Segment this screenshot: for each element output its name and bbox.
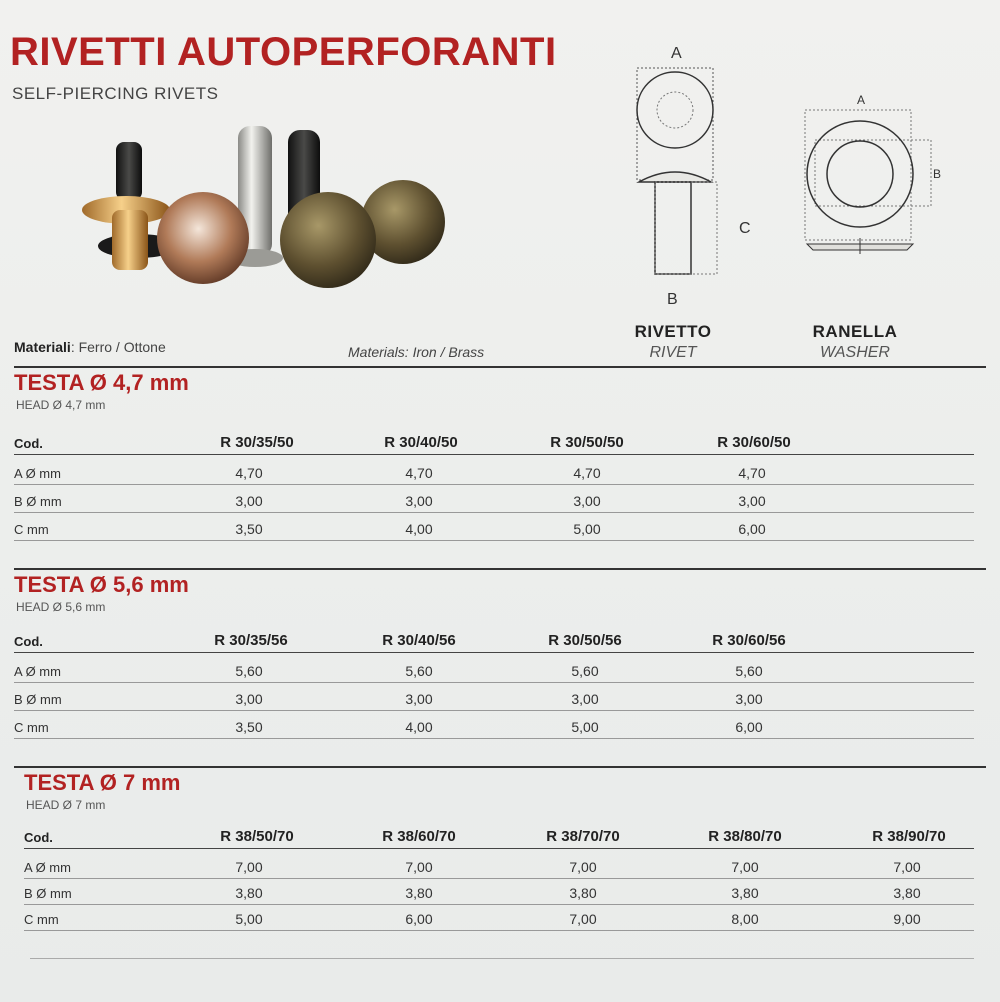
table-row	[24, 902, 974, 931]
value-cell: 7,00	[569, 859, 597, 875]
value-cell: 3,00	[573, 493, 601, 509]
value-cell: 8,00	[731, 911, 759, 927]
value-cell: 3,00	[571, 691, 599, 707]
rivet-washer-diagram	[615, 40, 945, 310]
column-rivet	[608, 322, 738, 362]
code-cell: R 38/90/70	[872, 828, 946, 845]
cod-label: Cod.	[14, 634, 43, 649]
value-cell: 3,80	[405, 885, 433, 901]
value-cell: 6,00	[735, 719, 763, 735]
value-cell: 7,00	[405, 859, 433, 875]
value-cell: 7,00	[731, 859, 759, 875]
value-cell: 5,00	[571, 719, 599, 735]
row-label: C mm	[14, 720, 49, 735]
column-washer-en: WASHER	[820, 344, 890, 361]
value-cell: 3,00	[235, 691, 263, 707]
section-subtitle: HEAD Ø 4,7 mm	[16, 398, 106, 412]
table-header-row	[24, 820, 974, 849]
column-rivet-it: RIVETTO	[634, 322, 712, 341]
table-row	[14, 456, 974, 485]
value-cell: 6,00	[405, 911, 433, 927]
column-washer-it: RANELLA	[812, 322, 898, 341]
value-cell: 9,00	[893, 911, 921, 927]
materials-italian	[14, 339, 166, 355]
section-subtitle: HEAD Ø 7 mm	[26, 798, 106, 812]
section-divider	[14, 568, 986, 570]
table-header-row	[14, 426, 974, 455]
value-cell: 5,00	[573, 521, 601, 537]
table-row	[14, 484, 974, 513]
column-washer	[790, 322, 920, 362]
value-cell: 3,80	[569, 885, 597, 901]
value-cell: 3,00	[235, 493, 263, 509]
value-cell: 7,00	[893, 859, 921, 875]
washer-label-b: B	[933, 167, 942, 181]
row-label: A Ø mm	[14, 664, 61, 679]
rivet-label-b: B	[667, 291, 678, 308]
washer-label-a: A	[857, 93, 866, 107]
value-cell: 5,60	[405, 663, 433, 679]
value-cell: 4,70	[405, 465, 433, 481]
table-row	[24, 876, 974, 905]
code-cell: R 38/60/70	[382, 828, 456, 845]
value-cell: 7,00	[569, 911, 597, 927]
table-row	[14, 710, 974, 739]
materials-english: Materials: Iron / Brass	[348, 344, 485, 360]
row-label: A Ø mm	[24, 860, 71, 875]
code-cell: R 30/60/56	[712, 632, 786, 649]
code-cell: R 38/50/70	[220, 828, 294, 845]
section-divider	[14, 366, 986, 368]
code-cell: R 30/50/50	[550, 434, 624, 451]
value-cell: 4,00	[405, 521, 433, 537]
table-row	[14, 682, 974, 711]
row-label: B Ø mm	[14, 692, 62, 707]
code-cell: R 30/35/50	[220, 434, 294, 451]
code-cell: R 38/70/70	[546, 828, 620, 845]
cod-label: Cod.	[24, 830, 53, 845]
section-title: TESTA Ø 5,6 mm	[14, 572, 189, 597]
table-row	[24, 850, 974, 879]
row-label: C mm	[24, 912, 59, 927]
value-cell: 3,00	[735, 691, 763, 707]
value-cell: 3,50	[235, 521, 263, 537]
table-bottom-rule	[30, 958, 974, 959]
value-cell: 4,70	[235, 465, 263, 481]
value-cell: 3,80	[731, 885, 759, 901]
value-cell: 3,00	[405, 691, 433, 707]
rivet-label-a: A	[671, 45, 682, 62]
section-title: TESTA Ø 7 mm	[24, 770, 181, 795]
code-cell: R 30/50/56	[548, 632, 622, 649]
value-cell: 4,70	[573, 465, 601, 481]
table-row	[14, 512, 974, 541]
value-cell: 3,80	[235, 885, 263, 901]
value-cell: 5,60	[235, 663, 263, 679]
value-cell: 3,00	[738, 493, 766, 509]
code-cell: R 30/35/56	[214, 632, 288, 649]
table-header-row	[14, 624, 974, 653]
row-label: C mm	[14, 522, 49, 537]
rivets-photo	[78, 118, 458, 298]
column-rivet-en: RIVET	[649, 344, 697, 361]
table-row	[14, 654, 974, 683]
code-cell: R 30/40/56	[382, 632, 456, 649]
page-title: RIVETTI AUTOPERFORANTI	[10, 30, 557, 74]
value-cell: 3,80	[893, 885, 921, 901]
section-divider	[14, 766, 986, 768]
rivet-label-c: C	[739, 220, 751, 237]
row-label: B Ø mm	[24, 886, 72, 901]
section-subtitle: HEAD Ø 5,6 mm	[16, 600, 106, 614]
value-cell: 4,00	[405, 719, 433, 735]
value-cell: 6,00	[738, 521, 766, 537]
code-cell: R 30/60/50	[717, 434, 791, 451]
section-title: TESTA Ø 4,7 mm	[14, 370, 189, 395]
value-cell: 5,60	[571, 663, 599, 679]
value-cell: 3,00	[405, 493, 433, 509]
value-cell: 7,00	[235, 859, 263, 875]
materials-label: Materiali	[14, 339, 71, 355]
page-subtitle: SELF-PIERCING RIVETS	[12, 84, 219, 103]
value-cell: 4,70	[738, 465, 766, 481]
code-cell: R 30/40/50	[384, 434, 458, 451]
materials-value: : Ferro / Ottone	[70, 339, 166, 355]
row-label: A Ø mm	[14, 466, 61, 481]
cod-label: Cod.	[14, 436, 43, 451]
code-cell: R 38/80/70	[708, 828, 782, 845]
value-cell: 3,50	[235, 719, 263, 735]
row-label: B Ø mm	[14, 494, 62, 509]
value-cell: 5,00	[235, 911, 263, 927]
value-cell: 5,60	[735, 663, 763, 679]
